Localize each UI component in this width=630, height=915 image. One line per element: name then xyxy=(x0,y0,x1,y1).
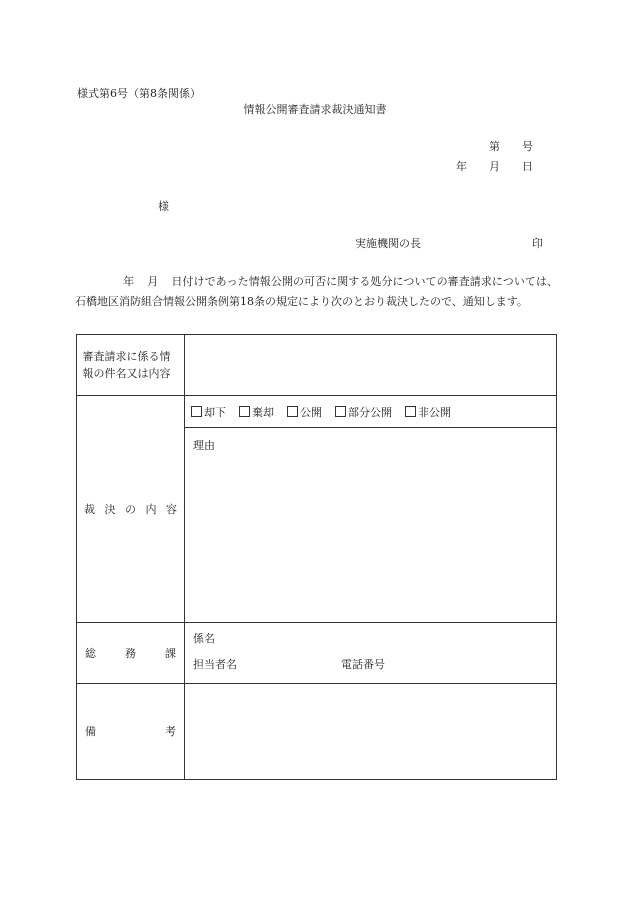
form-number: 様式第6号（第8条関係） xyxy=(77,87,201,100)
body-year: 年 xyxy=(123,275,135,288)
option-dismissal[interactable]: 却下 xyxy=(191,404,226,420)
decision-label: 裁 決 の 内 容 xyxy=(84,502,177,516)
person-label: 担当者名 xyxy=(193,658,237,671)
table-row-remarks xyxy=(77,684,557,780)
checkbox-icon[interactable] xyxy=(405,406,416,417)
option-partial-disclose[interactable]: 部分公開 xyxy=(335,404,392,420)
general-affairs-label-cell xyxy=(77,623,185,684)
table-row-decision xyxy=(77,396,557,623)
notice-body xyxy=(75,272,558,311)
section-label: 係名 xyxy=(193,632,215,645)
table-row-general-affairs xyxy=(77,623,557,684)
option-disclose[interactable]: 公開 xyxy=(287,404,322,420)
decision-form-table xyxy=(76,334,557,780)
decision-content-cell xyxy=(185,396,557,623)
seal-mark: 印 xyxy=(532,237,543,250)
option-non-disclose[interactable]: 非公開 xyxy=(405,404,451,420)
subject-label-cell xyxy=(77,335,185,396)
table-row-subject xyxy=(77,335,557,396)
checkbox-icon[interactable] xyxy=(239,406,250,417)
reason-area[interactable] xyxy=(185,428,556,622)
body-text: 日付けであった情報公開の可否に関する処分についての審査請求については、石橋地区消防組合情報公開条例第18条の規定により次のとおり裁決したので、通知します。 xyxy=(75,275,559,308)
document-number-line: 第 号 xyxy=(489,140,533,153)
addressee-suffix: 様 xyxy=(158,200,169,213)
remarks-label: 備 考 xyxy=(85,725,176,738)
issuer-label: 実施機関の長 xyxy=(355,237,421,250)
subject-input-cell[interactable] xyxy=(185,335,557,396)
reason-label: 理由 xyxy=(193,439,215,452)
body-month: 月 xyxy=(147,275,159,288)
checkbox-icon[interactable] xyxy=(287,406,298,417)
remarks-label-cell xyxy=(77,684,185,780)
remarks-input-cell[interactable] xyxy=(185,684,557,780)
checkbox-icon[interactable] xyxy=(191,406,202,417)
document-title: 情報公開審査請求裁決通知書 xyxy=(243,103,387,116)
document-date-line: 年 月 日 xyxy=(456,160,533,173)
general-affairs-label: 総 務 課 xyxy=(85,646,176,660)
contact-cell xyxy=(185,623,557,684)
decision-options xyxy=(185,396,556,428)
option-rejection[interactable]: 棄却 xyxy=(239,404,274,420)
decision-label-cell xyxy=(77,396,185,623)
subject-label: 審査請求に係る情報の件名又は内容 xyxy=(82,350,171,380)
phone-label: 電話番号 xyxy=(341,658,385,671)
checkbox-icon[interactable] xyxy=(335,406,346,417)
